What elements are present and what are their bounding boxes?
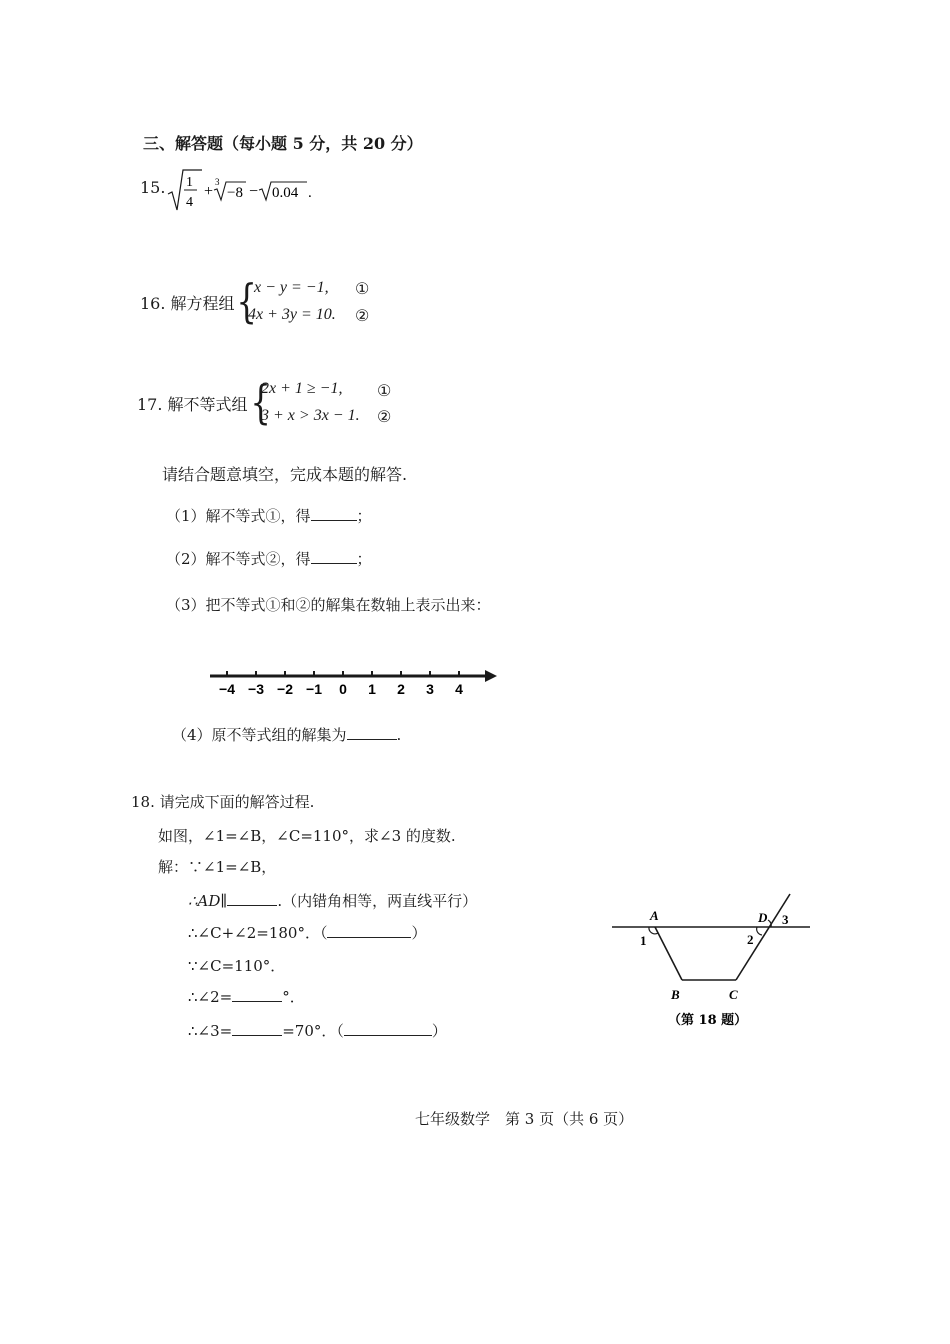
angle-2-arc xyxy=(757,927,762,935)
q18-solution-line-1 xyxy=(158,856,276,877)
number-line-tick-label: −3 xyxy=(248,681,264,697)
q18-figure xyxy=(600,886,820,1036)
q17-prompt: 17. 解不等式组 xyxy=(137,395,248,414)
q17-step-3: （3）把不等式①和②的解集在数轴上表示出来： xyxy=(166,596,491,614)
solution-text: =70°．（ xyxy=(282,1022,344,1040)
step-text: （1）解不等式①，得 xyxy=(166,507,311,525)
answer-blank[interactable] xyxy=(232,1001,282,1002)
number-line-tick-label: −4 xyxy=(219,681,235,697)
q15-expression xyxy=(166,168,366,216)
question-16 xyxy=(140,275,440,335)
sqrt-radicand: 0.04 xyxy=(272,185,299,201)
step-end: . xyxy=(396,726,402,744)
q18-solution-line-2 xyxy=(188,890,477,911)
solution-text: .（内错角相等，两直线平行） xyxy=(277,892,478,910)
cube-root-index: 3 xyxy=(215,177,220,187)
label-b: B xyxy=(671,987,680,1002)
solution-text: ∴AD∥ xyxy=(188,892,228,910)
number-line-tick-label: 0 xyxy=(339,681,347,697)
q17-step-1 xyxy=(166,505,372,526)
q16-equation-2: 4x + 3y = 10. xyxy=(248,306,336,323)
q17-marker-1: ① xyxy=(377,381,392,400)
q18-solution-line-6 xyxy=(188,1020,447,1041)
number-line-tick-label: −1 xyxy=(306,681,322,697)
q18-solution-line-4: ∵∠C=110°． xyxy=(188,957,286,975)
q17-instruction: 请结合题意填空，完成本题的解答. xyxy=(162,465,408,484)
number-line-tick-label: 3 xyxy=(426,681,434,697)
q18-given: 如图，∠1=∠B，∠C=110°，求∠3 的度数. xyxy=(158,827,456,845)
number-line-tick-label: 1 xyxy=(368,681,376,697)
system-brace: { xyxy=(236,274,257,328)
answer-blank[interactable] xyxy=(347,739,397,740)
system-brace: { xyxy=(250,375,271,429)
plus-sign: + xyxy=(204,183,214,200)
solution-text: ∴∠2= xyxy=(188,988,233,1006)
q17-inequality-1: 2x + 1 ≥ −1, xyxy=(261,380,343,397)
cube-root-radicand: −8 xyxy=(227,185,243,201)
q16-equation-1: x − y = −1, xyxy=(254,279,329,296)
solution-text: ∴∠C+∠2=180°．（ xyxy=(188,924,328,942)
end-period: . xyxy=(308,185,312,201)
minus-sign: − xyxy=(249,183,259,200)
segment-ab xyxy=(655,927,682,980)
q16-marker-2: ② xyxy=(355,306,370,325)
answer-blank[interactable] xyxy=(327,937,411,938)
answer-blank[interactable] xyxy=(344,1035,432,1036)
solution-text: ∵∠1=∠B， xyxy=(188,858,277,876)
q18-solution-line-5 xyxy=(188,986,305,1007)
answer-blank[interactable] xyxy=(311,563,357,564)
question-15 xyxy=(140,168,440,216)
q16-prompt: 16. 解方程组 xyxy=(140,294,235,313)
label-c: C xyxy=(729,987,738,1002)
solution-text: °． xyxy=(282,988,305,1006)
step-end: ； xyxy=(356,507,372,525)
q17-step-4 xyxy=(172,724,401,745)
fraction-numerator: 1 xyxy=(186,175,193,190)
number-line-tick-label: 4 xyxy=(455,681,463,697)
question-17 xyxy=(137,376,437,436)
fraction-denominator: 4 xyxy=(186,195,193,210)
answer-blank[interactable] xyxy=(311,520,357,521)
solution-text: ） xyxy=(431,1022,447,1040)
q18-title: 18. 请完成下面的解答过程. xyxy=(131,793,315,811)
number-line-tick-label: 2 xyxy=(397,681,405,697)
q17-marker-2: ② xyxy=(377,407,392,426)
segment-cd-extended xyxy=(736,894,790,980)
answer-blank[interactable] xyxy=(232,1035,282,1036)
arrow-head-icon xyxy=(485,670,497,682)
q16-marker-1: ① xyxy=(355,279,370,298)
question-number: 15. xyxy=(140,178,166,197)
figure-caption: （第 18 题） xyxy=(668,1013,748,1028)
solution-label: 解： xyxy=(158,858,189,876)
q18-solution-line-3 xyxy=(188,922,426,943)
page-footer: 七年级数学 第 3 页（共 6 页） xyxy=(415,1110,634,1128)
label-d: D xyxy=(758,910,768,925)
label-a: A xyxy=(650,908,659,923)
label-angle-1: 1 xyxy=(640,933,647,948)
q17-inequality-2: 3 + x > 3x − 1. xyxy=(261,407,360,424)
answer-blank[interactable] xyxy=(227,905,277,906)
label-angle-3: 3 xyxy=(782,912,789,927)
step-text: （4）原不等式组的解集为 xyxy=(172,726,347,744)
solution-text: ） xyxy=(411,924,427,942)
step-end: ； xyxy=(356,550,372,568)
number-line-tick-label: −2 xyxy=(277,681,293,697)
q17-step-2 xyxy=(166,548,372,569)
label-angle-2: 2 xyxy=(747,932,754,947)
number-line[interactable] xyxy=(205,664,500,700)
solution-text: ∴∠3= xyxy=(188,1022,233,1040)
step-text: （2）解不等式②，得 xyxy=(166,550,311,568)
section-title: 三、解答题（每小题 5 分，共 20 分） xyxy=(143,134,423,153)
